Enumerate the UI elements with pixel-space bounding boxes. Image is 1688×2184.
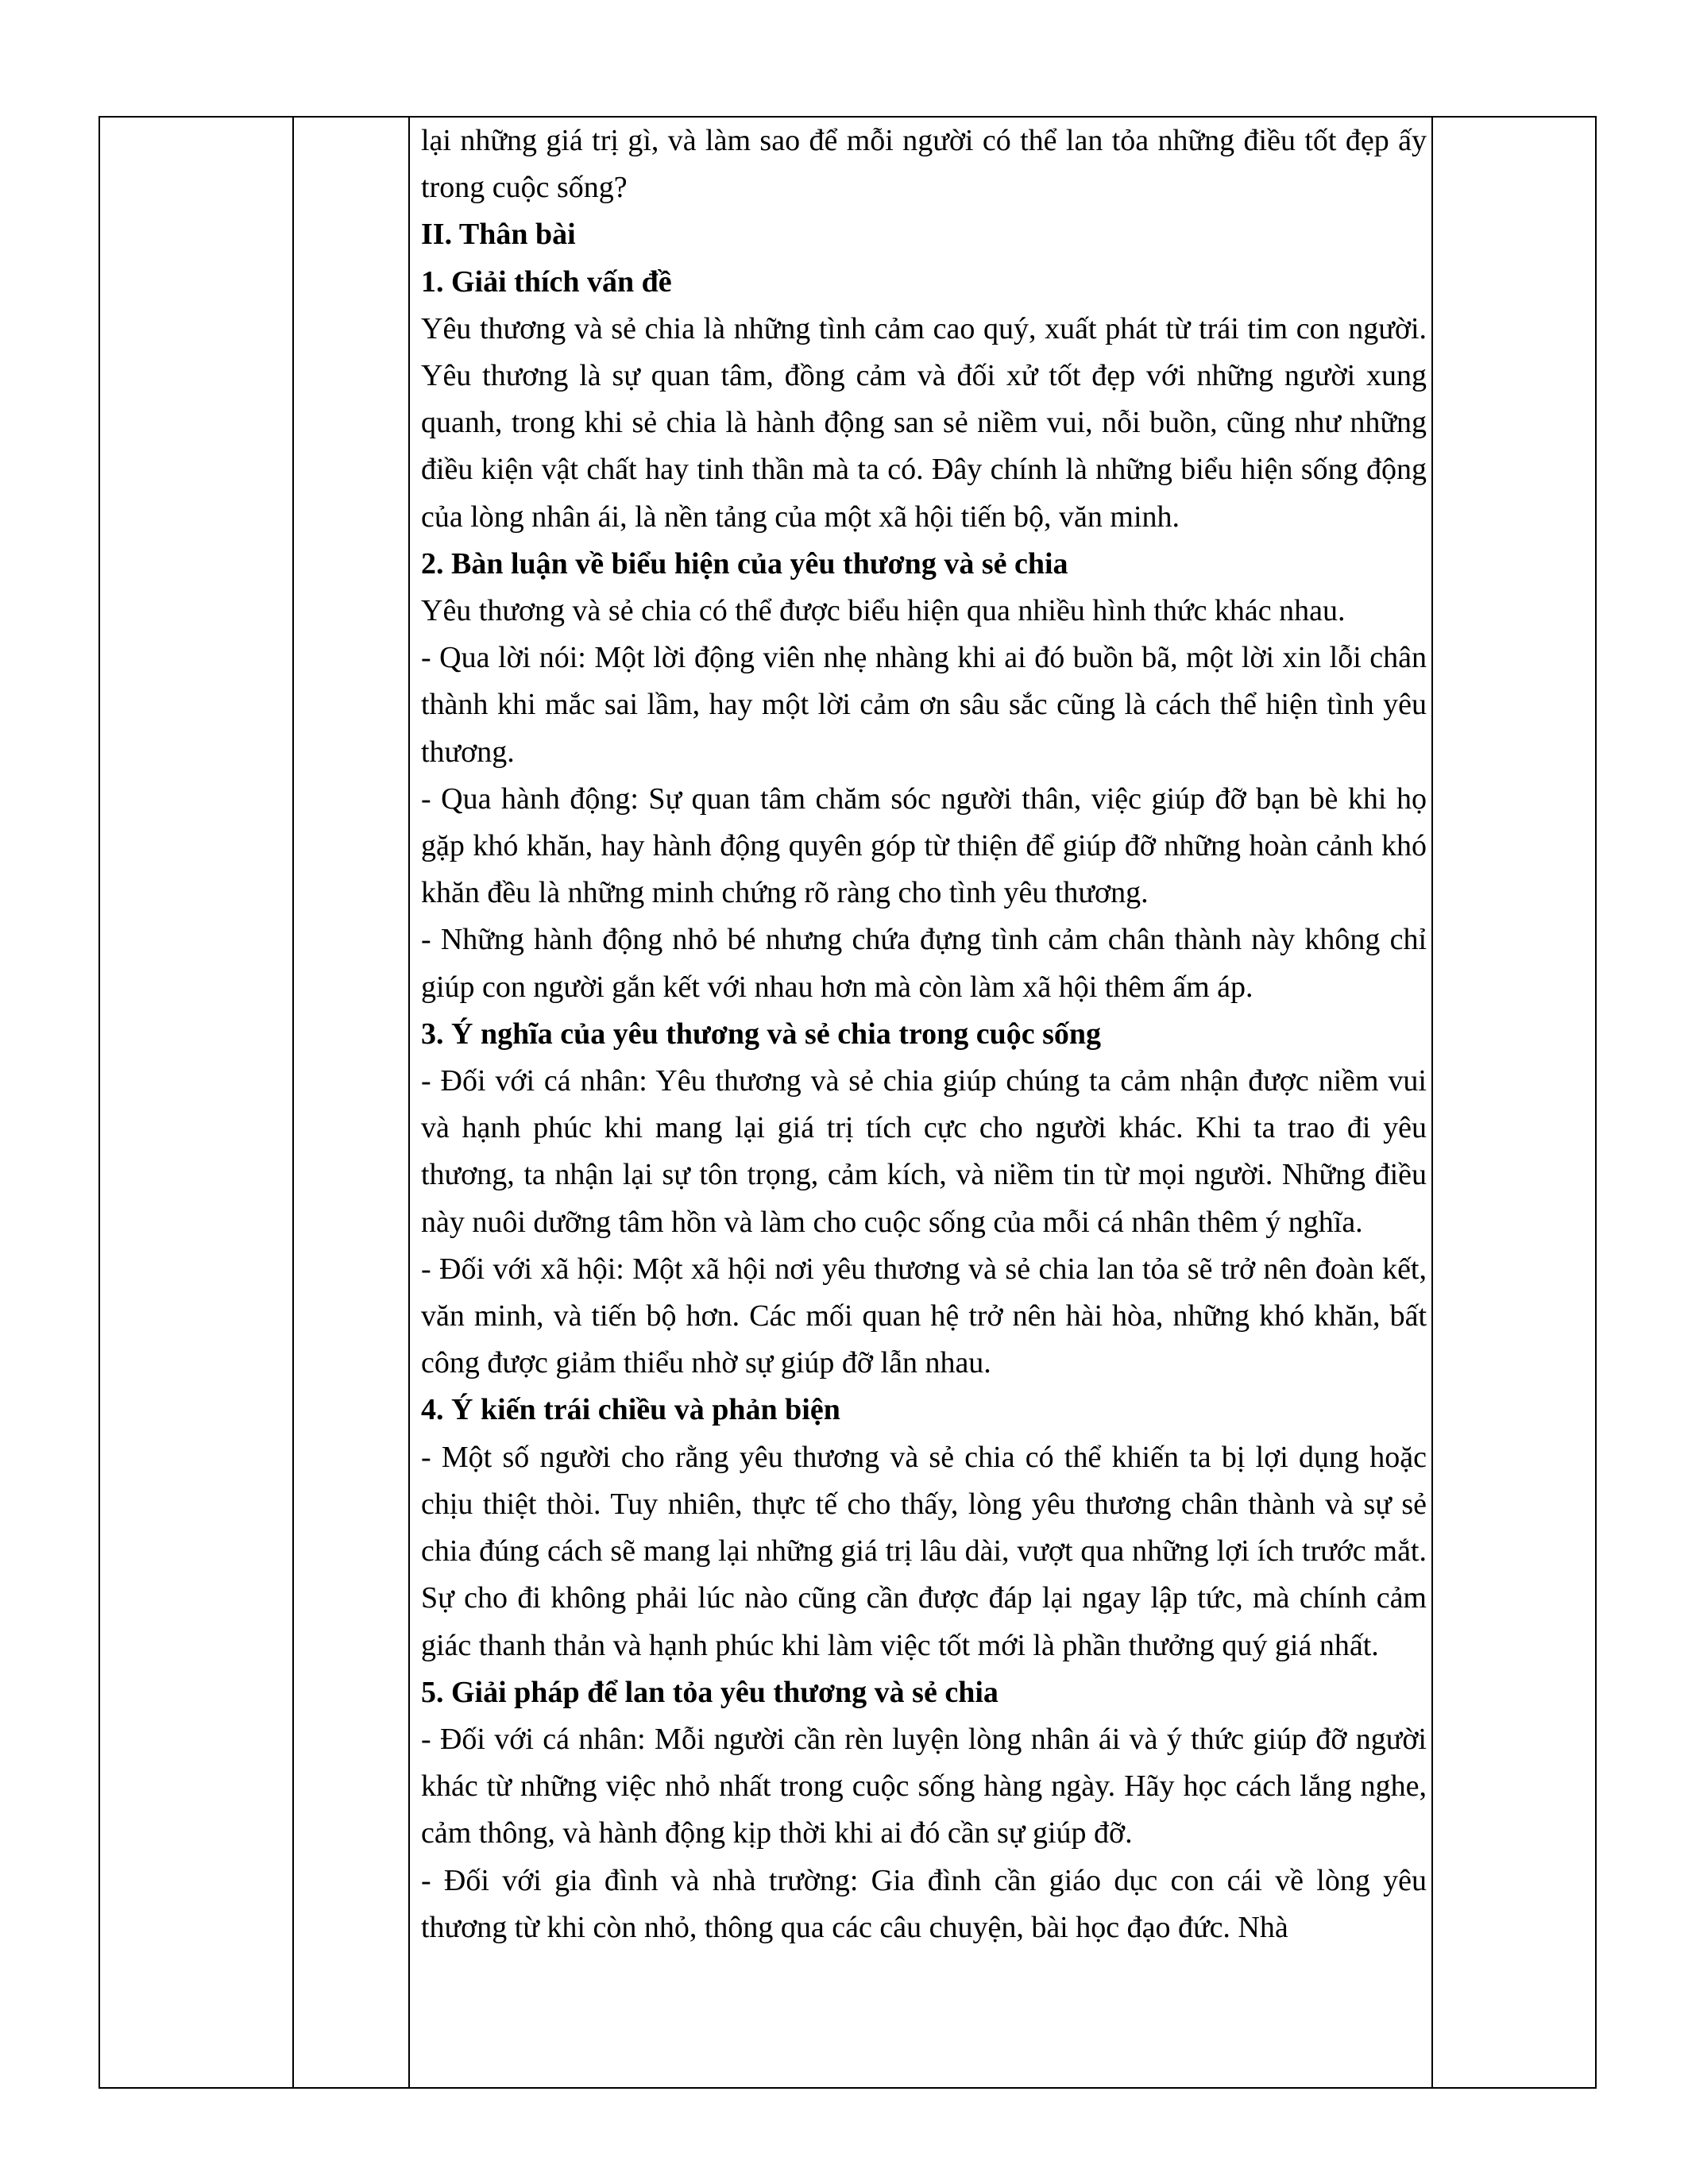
section-heading: 2. Bàn luận về biểu hiện của yêu thương và sẻ chia [421,546,1068,581]
section-heading: II. Thân bài [421,218,576,252]
column-divider-3 [1431,118,1433,2087]
column-divider-2 [408,118,410,2087]
paragraph: Yêu thương và sẻ chia có thể được biểu hiện qua nhiều hình thức khác nhau. [421,594,1346,628]
paragraph: - Qua lời nói: Một lời động viên nhẹ nhàng khi ai đó buồn bã, một lời xin lỗi chân thành khi mắc sai lầm, hay một lời cảm ơn sâu sắc cũng là cách thể hiện tình yêu thương. [421,641,1427,769]
paragraph: - Đối với cá nhân: Yêu thương và sẻ chia giúp chúng ta cảm nhận được niềm vui và hạnh phúc khi mang lại giá trị tích cực cho người khác. Khi ta trao đi yêu thương, ta nhận lại sự tôn trọng, cảm kích, và niềm tin từ mọi người. Những điều này nuôi dưỡng tâm hồn và làm cho cuộc sống của mỗi cá nhân thêm ý nghĩa. [421,1064,1427,1239]
section-heading: 4. Ý kiến trái chiều và phản biện [421,1393,840,1427]
section-heading: 5. Giải pháp để lan tỏa yêu thương và sẻ chia [421,1675,999,1709]
paragraph: - Một số người cho rằng yêu thương và sẻ chia có thể khiến ta bị lợi dụng hoặc chịu thiệt thòi. Tuy nhiên, thực tế cho thấy, lòng yêu thương chân thành và sự sẻ chia đúng cách sẽ mang lại những giá trị lâu dài, vượt qua những lợi ích trước mắt. Sự cho đi không phải lúc nào cũng cần được đáp lại ngay lập tức, mà chính cảm giác thanh thản và hạnh phúc khi làm việc tốt mới là phần thưởng quý giá nhất. [421,1440,1427,1662]
section-heading: 3. Ý nghĩa của yêu thương và sẻ chia trong cuộc sống [421,1017,1102,1051]
paragraph: - Đối với cá nhân: Mỗi người cần rèn luyện lòng nhân ái và ý thức giúp đỡ người khác từ những việc nhỏ nhất trong cuộc sống hàng ngày. Hãy học cách lắng nghe, cảm thông, và hành động kịp thời khi ai đó cần sự giúp đỡ. [421,1722,1427,1850]
paragraph: - Qua hành động: Sự quan tâm chăm sóc người thân, việc giúp đỡ bạn bè khi họ gặp khó khăn, hay hành động quyên góp từ thiện để giúp đỡ những hoàn cảnh khó khăn đều là những minh chứng rõ ràng cho tình yêu thương. [421,781,1427,910]
section-heading: 1. Giải thích vấn đề [421,264,672,299]
essay-content-cell [421,118,1427,1951]
paragraph: - Đối với xã hội: Một xã hội nơi yêu thương và sẻ chia lan tỏa sẽ trở nên đoàn kết, văn minh, và tiến bộ hơn. Các mối quan hệ trở nên hài hòa, những khó khăn, bất công được giảm thiểu nhờ sự giúp đỡ lẫn nhau. [421,1252,1427,1380]
paragraph: - Đối với gia đình và nhà trường: Gia đình cần giáo dục con cái về lòng yêu thương từ khi còn nhỏ, thông qua các câu chuyện, bài học đạo đức. Nhà [421,1863,1427,1944]
column-divider-1 [292,118,294,2087]
paragraph: - Những hành động nhỏ bé nhưng chứa đựng tình cảm chân thành này không chỉ giúp con người gắn kết với nhau hơn mà còn làm xã hội thêm ấm áp. [421,923,1427,1004]
paragraph: Yêu thương và sẻ chia là những tình cảm cao quý, xuất phát từ trái tim con người. Yêu thương là sự quan tâm, đồng cảm và đối xử tốt đẹp với những người xung quanh, trong khi sẻ chia là hành động san sẻ niềm vui, nỗi buồn, cũng như những điều kiện vật chất hay tinh thần mà ta có. Đây chính là những biểu hiện sống động của lòng nhân ái, là nền tảng của một xã hội tiến bộ, văn minh. [421,311,1427,534]
paragraph: lại những giá trị gì, và làm sao để mỗi người có thể lan tỏa những điều tốt đẹp ấy trong cuộc sống? [421,124,1427,205]
